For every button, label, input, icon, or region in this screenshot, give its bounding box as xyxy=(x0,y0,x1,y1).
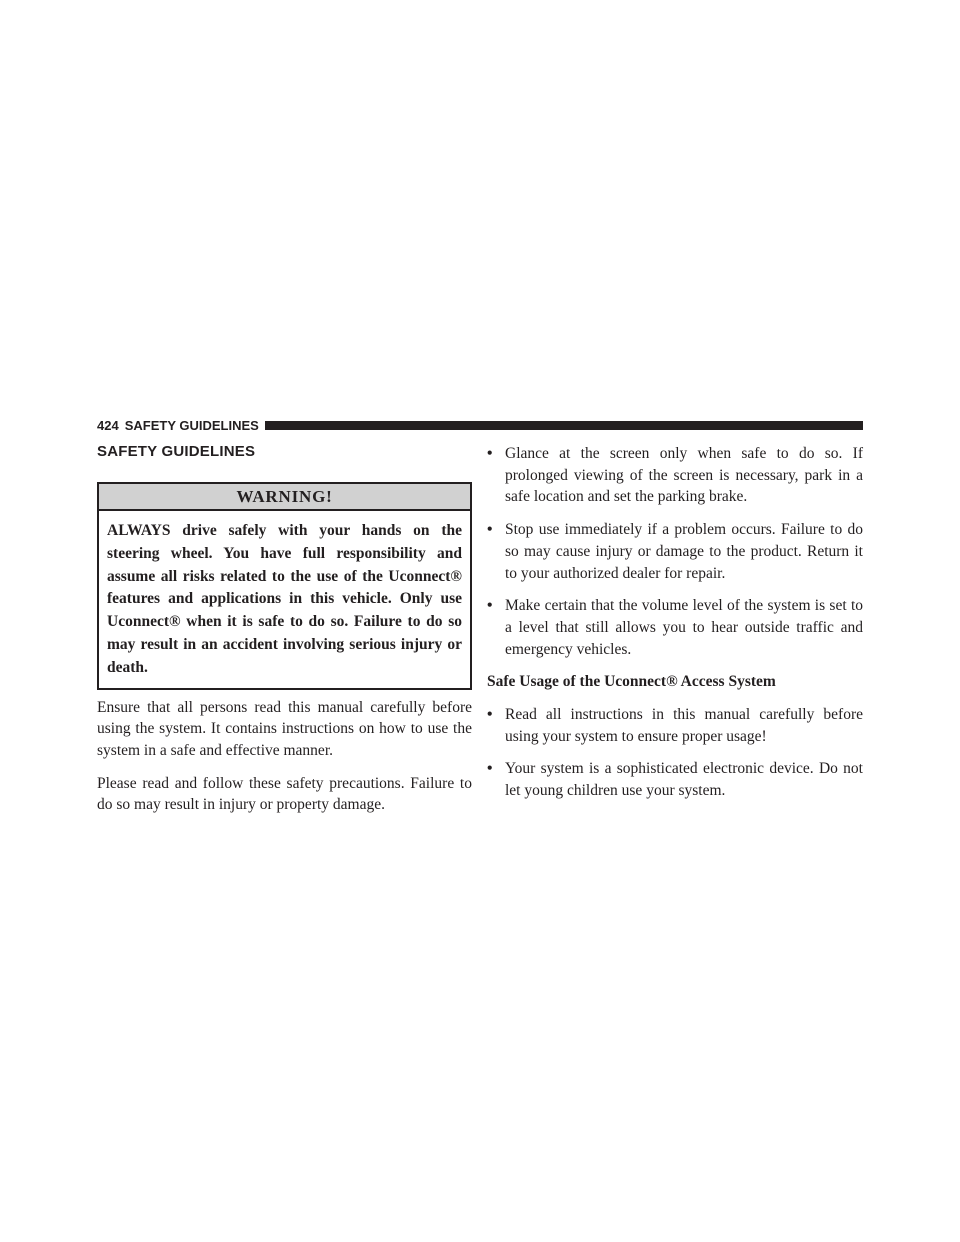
section-title: SAFETY GUIDELINES xyxy=(97,443,256,460)
subheading: Safe Usage of the Uconnect® Access System xyxy=(487,673,776,691)
access-bullet-list xyxy=(487,704,863,802)
bullet-text: Stop use immediately if a problem occurs. Failure to do so may cause injury or damage to the product. Return it to your authorized dealer for repair. xyxy=(505,521,863,582)
warning-body: ALWAYS drive safely with your hands on the steering wheel. You have full responsibility and assume all risks related to the use of the Uconnect® features and applications in this vehicle. Only use Uconnect® when it is safe to do so. Failure to do so may result in an accident involving serious injury or death. xyxy=(107,522,462,676)
paragraph-please: Please read and follow these safety precautions. Failure to do so may result in injury or property damage. xyxy=(97,774,472,814)
bullet-text: Make certain that the volume level of the system is set to a level that still allows you to hear outside traffic and emergency vehicles. xyxy=(505,597,863,658)
bullet-text: Glance at the screen only when safe to do so. If prolonged viewing of the screen is necessary, park in a safe location and set the parking brake. xyxy=(505,445,863,506)
bullet-icon: • xyxy=(487,597,493,615)
warning-title: WARNING! xyxy=(99,484,470,511)
page-number: 424 xyxy=(97,418,119,433)
bullet-text: Your system is a sophisticated electronic device. Do not let young children use your system. xyxy=(505,760,863,800)
bullet-icon: • xyxy=(487,521,493,539)
header-rule xyxy=(265,421,863,430)
page-header xyxy=(97,419,863,432)
paragraph-ensure: Ensure that all persons read this manual carefully before using the system. It contains instructions on how to use the system in a safe and effective manner. xyxy=(97,698,472,759)
list-item xyxy=(487,704,863,747)
running-head: SAFETY GUIDELINES xyxy=(124,418,259,433)
right-column xyxy=(487,443,863,802)
bullet-icon: • xyxy=(487,445,493,462)
list-item xyxy=(487,595,863,660)
list-item xyxy=(487,443,863,508)
safety-bullet-list xyxy=(487,443,863,660)
warning-box xyxy=(97,482,472,690)
bullet-icon: • xyxy=(487,760,493,778)
left-column xyxy=(97,443,472,816)
bullet-icon: • xyxy=(487,706,493,724)
list-item xyxy=(487,519,863,584)
bullet-text: Read all instructions in this manual carefully before using your system to ensure proper usage! xyxy=(505,706,863,745)
list-item xyxy=(487,758,863,801)
